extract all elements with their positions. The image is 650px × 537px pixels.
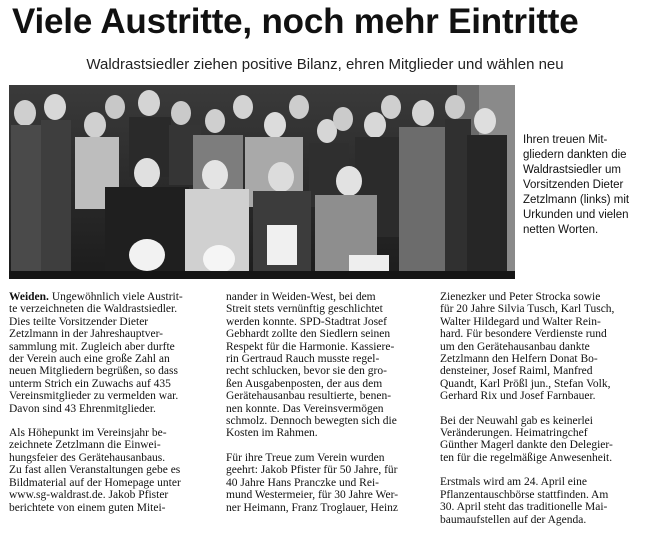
- column-3-body: [440, 291, 648, 526]
- body-line: Walter Hildegard und Walter Rein-: [440, 315, 601, 328]
- photo-caption: [523, 133, 643, 238]
- body-line: hungsfeier des Gerätehausanbaus.: [9, 451, 166, 464]
- article-column-2: [226, 291, 434, 514]
- body-line: für 20 Jahre Silvia Tusch, Karl Tusch,: [440, 303, 615, 316]
- body-line: nen konnte. Das Vereinsvermögen: [226, 402, 384, 415]
- body-line: densteiner, Josef Raiml, Manfred: [440, 365, 593, 378]
- caption-line: Ihren treuen Mit-: [523, 134, 608, 146]
- body-line: ner Heimann, Franz Troglauer, Heinz: [226, 501, 398, 514]
- body-line: Dies teilte Vorsitzender Dieter: [9, 315, 149, 328]
- caption-line: Waldrastsiedler um: [523, 164, 621, 176]
- body-line: nander in Weiden-West, bei dem: [226, 291, 376, 303]
- group-photo: [9, 85, 515, 279]
- body-line: Streit stets vernünftig geschlichtet: [226, 303, 383, 316]
- body-line: der Verein auch eine große Zahl an: [9, 353, 170, 366]
- subheadline: Waldrastsiedler ziehen positive Bilanz, ehren Mitglieder und wählen neu: [86, 56, 564, 73]
- body-line: geehrt: Jakob Pfister für 50 Jahre, für: [226, 464, 398, 477]
- body-line: Gebhardt zollte den Siedlern seinen: [226, 328, 391, 341]
- body-line: Quandt, Karl Prößl jun., Stefan Volk,: [440, 377, 611, 390]
- body-line: zeichnete Zetzlmann die Einwei-: [9, 439, 161, 452]
- body-line: 30. April steht das traditionelle Mai-: [440, 501, 608, 514]
- column-1-body: [9, 303, 217, 514]
- paragraph-gap: [9, 415, 217, 427]
- body-line-start: Ungewöhnlich viele Austrit-: [48, 291, 183, 303]
- body-line: Bei der Neuwahl gab es keinerlei: [440, 414, 593, 427]
- body-line: www.sg-waldrast.de. Jakob Pfister: [9, 489, 169, 502]
- paragraph-gap: [440, 403, 648, 415]
- body-line: Kosten im Rahmen.: [226, 427, 318, 440]
- body-line: Gerhard Rix und Josef Farnbauer.: [440, 390, 596, 403]
- body-line: Davon sind 43 Ehrenmitglieder.: [9, 402, 156, 415]
- body-line: mund Westermeier, für 30 Jahre Wer-: [226, 489, 399, 502]
- body-line: neuen Mitgliedern begrüßen, so dass: [9, 365, 178, 378]
- body-line: Respekt für die Harmonie. Kassiere-: [226, 340, 395, 353]
- body-line: Zu fast allen Veranstaltungen gebe es: [9, 464, 181, 477]
- caption-line: gliedern dankten die: [523, 149, 627, 161]
- body-line: Als Höhepunkt im Vereinsjahr be-: [9, 427, 167, 440]
- body-line: Vereinsmitglieder zu vermelden war.: [9, 390, 179, 403]
- body-line: Zetzlmann in der Jahreshauptver-: [9, 328, 163, 341]
- body-line: Zetzlmann den Helfern Donat Bo-: [440, 353, 598, 366]
- article-column-1: [9, 291, 217, 514]
- caption-line: Urkunden und vielen: [523, 209, 629, 221]
- body-line: te verzeichneten die Waldrastsiedler.: [9, 303, 178, 316]
- body-line: werden konnte. SPD-Stadtrat Josef: [226, 315, 387, 328]
- body-line: Pflanzentauschbörse stattfinden. Am: [440, 488, 609, 501]
- body-line: Veränderungen. Heimatringchef: [440, 427, 588, 440]
- body-line: hard. Für besondere Verdienste rund: [440, 328, 607, 341]
- body-line: berichtete von einem guten Mitei-: [9, 501, 166, 514]
- group-photo-illustration: [9, 85, 515, 279]
- body-line: schmolz. Dennoch bewegten sich die: [226, 415, 397, 428]
- body-line: um den Gerätehausanbau dankte: [440, 340, 590, 353]
- body-line: 40 Jahre Hans Pranczke und Rei-: [226, 476, 379, 489]
- body-line: sammlung mit. Zugleich aber durfte: [9, 340, 175, 353]
- caption-line: netten Worten.: [523, 224, 599, 236]
- body-line: Günther Magerl dankte den Delegier-: [440, 439, 613, 452]
- headline: Viele Austritte, noch mehr Eintritte: [12, 2, 579, 41]
- body-line: Gerätehausanbau resultierte, benen-: [226, 390, 392, 403]
- article-column-3: [440, 291, 648, 526]
- caption-line: Zetzlmann (links) mit: [523, 194, 630, 206]
- body-line: Erstmals wird am 24. April eine: [440, 476, 587, 489]
- body-line: Bildmaterial auf der Homepage unter: [9, 476, 181, 489]
- paragraph-gap: [226, 440, 434, 452]
- body-line: Zienezker und Peter Strocka sowie: [440, 291, 601, 303]
- caption-line: Vorsitzenden Dieter: [523, 179, 624, 191]
- body-line: rin Gertraud Rauch musste regel-: [226, 353, 380, 366]
- body-line: [9, 291, 217, 303]
- body-line: ten für die regelmäßige Anwesenheit.: [440, 451, 613, 464]
- dateline: Weiden.: [9, 291, 49, 303]
- column-2-body: [226, 291, 434, 514]
- body-line: baumaufstellen auf der Agenda.: [440, 513, 587, 526]
- body-line: Für ihre Treue zum Verein wurden: [226, 451, 385, 464]
- paragraph-gap: [440, 464, 648, 476]
- body-line: ßen Ausgabenposten, der aus dem: [226, 377, 383, 390]
- body-line: recht schlucken, bevor sie den gro-: [226, 365, 387, 378]
- body-line: unterm Strich ein Zuwachs auf 435: [9, 377, 171, 390]
